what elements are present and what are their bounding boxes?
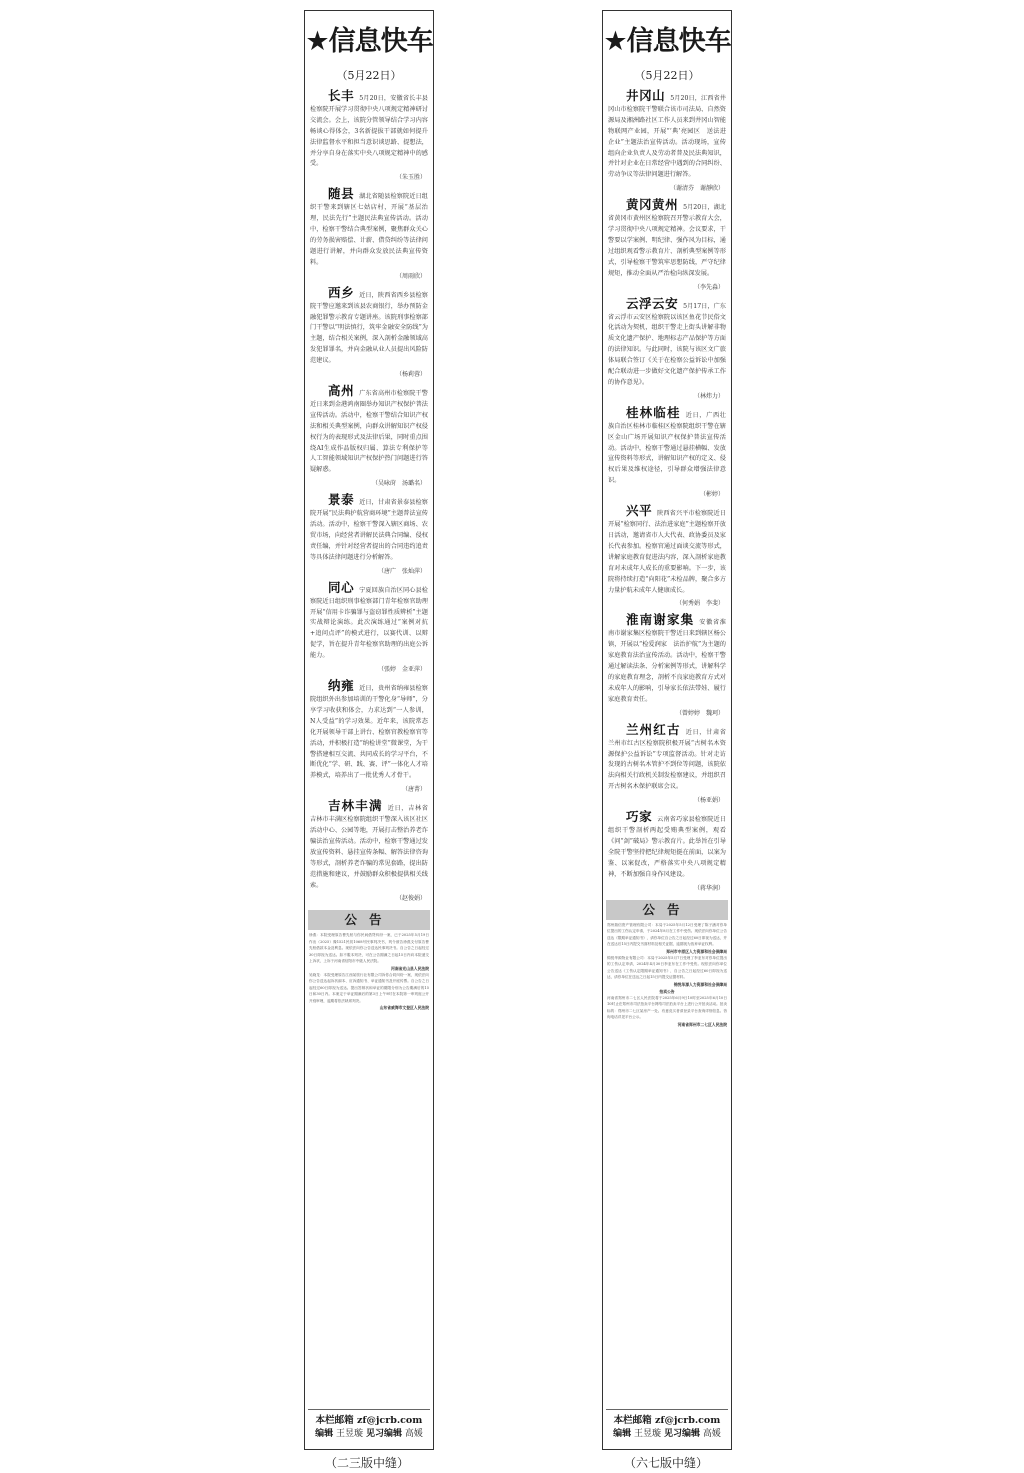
notice-text: 吴晓龙：本院受理原告江西某旅行社有限公司诉你合同纠纷一案，现依法向你公告送达起诉状副本、应诉通知书、举证通知书及开庭传票。自公告之日起经过60日即视为送达。提出答辩状和举证的期限分别为公告期满后的15日和30日内。本案定于举证期满后的第3日上午9时在本院第一审判庭公开开庭审理，逾期将依法缺席判决。: [309, 972, 429, 1003]
news-item: [305, 492, 433, 575]
news-item: [305, 186, 433, 280]
news-author: （吴咏莳 汤璐名）: [371, 480, 426, 488]
news-author: （谢清芬 谢靜欣）: [669, 185, 724, 193]
column-footer: [308, 1409, 430, 1441]
notice-body: [309, 932, 429, 1011]
masthead-date: （5月22日）: [336, 69, 402, 82]
news-author: （唐广 张灿萍）: [377, 567, 426, 575]
news-text: 5月20日，湖北省黄冈市黄州区检察院召开警示教育大会，学习贯彻中央八项规定精神。会议要求，干警要以学案例、明纪律、强作风为目标，通过组织观看警示教育片、剖析典型案例等形式，引导检察干警筑牢思想防线，严守纪律规矩，推动全面从严治检向纵深发展。: [608, 204, 726, 277]
notice-text: 锦悦华源物业有限公司：本局于2025年5月7日受理了李亚东对你单位提出的工伤认定申请，2024年4月30日李亚东在工作中受伤。现依法向你单位公告送达《工伤认定限期举证通知书》，自公告之日起经过60日即视为送达，请你单位在送达之日起15日内提交证据材料。: [607, 955, 727, 980]
place-name: 淮南谢家集: [626, 612, 695, 628]
notice-text: 郑州瑞信资产管理有限公司：本局于2025年5月12日受理了陈子涵对你单位提出的工伤认定申请，于2024年8月在工作中受伤。现依法向你单位公告送达《限期举证通知书》，请你单位自公告之日起经过60日即视为送达，并在送达后15日内提交书面材料及相关证据，逾期视为放弃举证权利。: [607, 922, 727, 947]
news-text: 安徽省淮南市谢家集区检察院干警近日来到辖区杨公镇，开展以“检爱润家 法治护航”为主题的家庭教育法治宣传活动。活动中，检察干警通过解读法条、分析案例等形式，讲解科学的家庭教育理念，剖析不良家庭教育方式对未成年人的影响，引导家长依法带娃、履行家庭教育责任。: [608, 619, 726, 703]
news-item: [305, 284, 433, 379]
place-name: 景泰: [328, 492, 355, 508]
news-text: 5月20日，江西省井冈山市检察院干警联合该市司法局、自然资源局及湘洲路社区工作人员来到井冈山智能物联网产业园，开展“‘典’亮园区 送法进企业”主题法治宣传活动。活动现场，宣传组向企业负责人及劳动者普及民法典知识，并针对企业在日常经营中遇到的合同纠纷、劳动争议等法律问题进行解答。: [608, 95, 726, 179]
notice-signature: 郑州市中原区人力资源和社会保障局: [666, 948, 727, 954]
notice-signature: 山东省威海市文登区人民法院: [379, 1005, 429, 1011]
right-column: [602, 10, 732, 1450]
place-name: 吉林丰满: [328, 798, 383, 814]
masthead-title: ★信息快车: [305, 26, 433, 57]
place-name: 井冈山: [626, 88, 666, 103]
masthead-date: （5月22日）: [634, 69, 700, 82]
news-text: 近日，甘肃省兰州市红古区检察院积极开展“古树名木资源保护公益诉讼”专项监督活动。针对走访发现的古树名木管护不到位等问题，该院依法向相关行政机关制发检察建议，并组织召开古树名木保护联席会议。: [608, 728, 726, 791]
news-item: [603, 197, 731, 291]
notice-signature: 锦悦华源人力资源和社会保障局: [673, 981, 727, 987]
place-name: 巧家: [626, 809, 653, 825]
news-text: 近日，甘肃省景泰县检察院开展“民法典护航营商环境”主题普法宣传活动。活动中，检察干警深入辖区商场、农贸市场，向经营者讲解民法典合同编、侵权责任编，并针对经营者提出的合同违约追责等具体法律问题进行分析解答。: [310, 499, 428, 561]
column-footer: [606, 1409, 728, 1441]
news-author: （周雨欣）: [395, 272, 426, 280]
news-author: （彬婷）: [699, 491, 724, 499]
mailbox-address[interactable]: zf@jcrb.com: [654, 1415, 721, 1426]
news-item: [305, 383, 433, 488]
news-author: （杨亚娟）: [693, 797, 724, 805]
news-author: （李先淼）: [693, 283, 724, 291]
place-name: 兰州红古: [626, 721, 681, 737]
editor-line: [606, 1428, 728, 1441]
news-item: [603, 404, 731, 499]
left-column: [304, 10, 434, 1450]
news-text: 5月17日，广东省云浮市云安区检察院以该区鱼花节民俗文化活动为契机，组织干警走上街头讲解非物质文化遗产保护、地理标志产品保护等方面的法律知识。与此同时，该院与该区文广旅体局联合签订《关于在检察公益诉讼中加强配合联动进一步做好文化遗产保护传承工作的协作意见》。: [608, 302, 726, 386]
place-name: 长丰: [328, 88, 355, 103]
place-name: 西乡: [328, 284, 355, 300]
news-author: （林炜力）: [693, 392, 724, 400]
notice-subheading: 拍卖公告: [659, 988, 675, 994]
news-author: （蒋华润）: [693, 884, 724, 892]
mailbox-line: [606, 1414, 728, 1428]
place-name: 同心: [328, 579, 355, 595]
masthead-title: ★信息快车: [603, 26, 731, 57]
notice-text: 徐燕：本院受理原告曹先柏与你民间借贷纠纷一案，已于2025年5月19日作出（2025）豫1521民初1068号民事判决书，判令被告徐燕支付原告曹先柏借款本金及利息。现依法向你公告送达民事判决书。自公告之日起经过30日即视为送达。如不服本判决，可在公告期满之日起15日内向本院递交上诉状，上诉于河南省信阳市中级人民法院。: [309, 933, 429, 964]
news-item: [305, 798, 433, 903]
page-caption: （六七版中缝）: [624, 1456, 709, 1470]
news-text: 近日，贵州省纳雍县检察院组织外出参加培训的干警化身“导师”，分享学习收获和体会，力求达到“一人参训，N人受益”的学习效果。近年来，该院常态化开展领导干部上讲台、检察官教检察官等活动，并积极打造“纳检讲堂”微课堂，为干警搭建相互交流、共同成长的学习平台，不断优化“学、研、践、赛、评”一体化人才培养模式，培养出了一批优秀人才骨干。: [310, 685, 428, 780]
trainee-name: 高媛: [702, 1429, 721, 1439]
place-name: 高州: [328, 383, 355, 399]
trainee-label: 见习编辑: [663, 1429, 700, 1439]
mailbox-line: [308, 1414, 430, 1428]
place-name: 随县: [328, 186, 355, 202]
place-name: 纳雍: [328, 678, 355, 694]
news-text: 近日，广西壮族自治区桂林市临桂区检察院组织干警在辖区金山广场开展知识产权保护普法宣传活动。活动中，检察干警通过悬挂横幅、发放宣传资料等形式，讲解知识产权的定义、侵权后果及维权途径，引导群众增强法律意识。: [608, 411, 726, 485]
page-caption: （二三版中缝）: [325, 1456, 410, 1470]
news-item: [603, 88, 731, 193]
mailbox-label: 本栏邮箱: [613, 1415, 652, 1426]
notice-text: 河南省郑州市二七区人民法院将于2025年6月9日10时至2025年6月10日10时止在郑州市司法拍卖平台网络司法拍卖平台上进行公开拍卖活动。拍卖标的：郑州市二七区某房产一处。有意竞买者请登录平台查询详细信息。咨询电话详见平台公示。: [607, 995, 727, 1020]
editor-label: 编辑: [613, 1429, 632, 1439]
editor-name: 王昱璇: [634, 1429, 662, 1439]
trainee-label: 见习编辑: [365, 1429, 402, 1439]
place-name: 桂林临桂: [626, 404, 681, 420]
notice-signature: 河南省郑州市二七区人民法院: [677, 1021, 727, 1027]
mailbox-address[interactable]: zf@jcrb.com: [356, 1415, 423, 1426]
news-author: （張婷 金亚萍）: [377, 666, 426, 674]
news-text: 广东省高州市检察院干警近日来到金港鸿南圈举办知识产权保护普法宣传活动。活动中，检察干警结合知识产权法和相关典型案例，向群众讲解知识产权侵权行为的表现形式及法律后果，同时重点围绕AI生成作品版权归属、算法专利保护等人工智能领域知识产权保护热门问题进行答疑解惑。: [310, 390, 428, 474]
news-item: [603, 503, 731, 608]
notice-signature: 河南省光山县人民法院: [391, 965, 429, 971]
place-name: 黄冈黄州: [626, 197, 679, 213]
news-text: 近日，吉林省吉林市丰满区检察院组织干警深入该区社区活动中心、公园等地，开展打击整治养老诈骗法治宣传活动。活动中，检察干警通过发放宣传资料、悬挂宣传条幅、解答法律咨询等形式，剖析养老诈骗的常见套路，提出防范措施和建议，并鼓励群众积极提供相关线索。: [310, 805, 428, 889]
news-text: 5月20日，安徽省长丰县检察院开展学习贯彻中央八项规定精神研讨交流会。会上，该院分管领导结合学习内容畅谈心得体会，3名新提拔干部就如何提升法律监督水平和担当意识谈思路、提想法，并分享自身在落实中央八项规定精神中的感受。: [310, 95, 428, 168]
news-text: 宁夏回族自治区同心县检察院近日组织刑事检察部门青年检察官助理开展“信用卡诈骗罪与盗窃罪性质辨析”主题实战辩论演练。此次演练通过“案例对抗+追问点评”的模式进行，以赛代训、以辩促学，旨在提升青年检察官助理的出庭公诉能力。: [310, 586, 428, 660]
news-item: [603, 612, 731, 717]
news-item: [603, 295, 731, 400]
news-item: [305, 579, 433, 674]
editor-label: 编辑: [315, 1429, 334, 1439]
mailbox-label: 本栏邮箱: [315, 1415, 354, 1426]
notice-body: [607, 922, 727, 1028]
place-name: 兴平: [626, 503, 653, 519]
editor-name: 王昱璇: [336, 1429, 364, 1439]
news-author: （杨莉蓉）: [395, 371, 426, 379]
news-author: （曾婷婷 魏珂）: [675, 709, 724, 717]
news-item: [603, 721, 731, 805]
news-item: [603, 809, 731, 892]
news-author: （朱玉胜）: [395, 174, 426, 182]
news-text: 云南省巧家县检察院近日组织干警剖析两起受贿典型案例，观看《问“剑”破局》警示教育片。此举旨在引导全院干警坚持把纪律规矩挺在前面，以案为鉴、以案促改，严格落实中央八项规定精神，不断加强自身作风建设。: [608, 816, 726, 878]
news-author: （何秀娟 李斐）: [675, 600, 724, 608]
news-text: 陕西省兴平市检察院近日开展“检察同行、法治进家庭”主题检察开放日活动，邀请省市人大代表、政协委员及家长代表参加。检察官通过面谈交流等形式，讲解家庭教育促进法内容，深入剖析家庭教育对未成年人成长的重要影响。下一步，该院将持续打造“向阳花”未检品牌，聚合多方力量护航未成年人健康成长。: [608, 510, 726, 594]
notice-heading: 公告: [606, 900, 728, 920]
news-item: [305, 88, 433, 182]
notice-heading: 公告: [308, 910, 430, 930]
news-author: （唐菁）: [401, 786, 426, 794]
trainee-name: 高媛: [404, 1429, 423, 1439]
news-text: 近日，陕西省西乡县检察院干警应邀来到该县农商银行，举办预防金融犯罪警示教育专题讲座。该院刑事检察部门干警以“明法慎行，筑牢金融安全防线”为主题，结合相关案例，深入剖析金融领域高发犯罪罪名，并向金融从业人员提出风险防范建议。: [310, 291, 428, 365]
news-text: 湖北省随县检察院近日组织干警来到辖区七姑店村，开展“基层治理，民法先行”主题民法典宣传活动。活动中，检察干警结合典型案例，聚焦群众关心的劳务损害赔偿、计薪、借贷纠纷等法律问题进行讲解，并向群众发放民法典宣传资料。: [310, 193, 428, 266]
place-name: 云浮云安: [626, 295, 679, 311]
news-item: [305, 678, 433, 794]
editor-line: [308, 1428, 430, 1441]
news-author: （赵俊娟）: [395, 895, 426, 903]
